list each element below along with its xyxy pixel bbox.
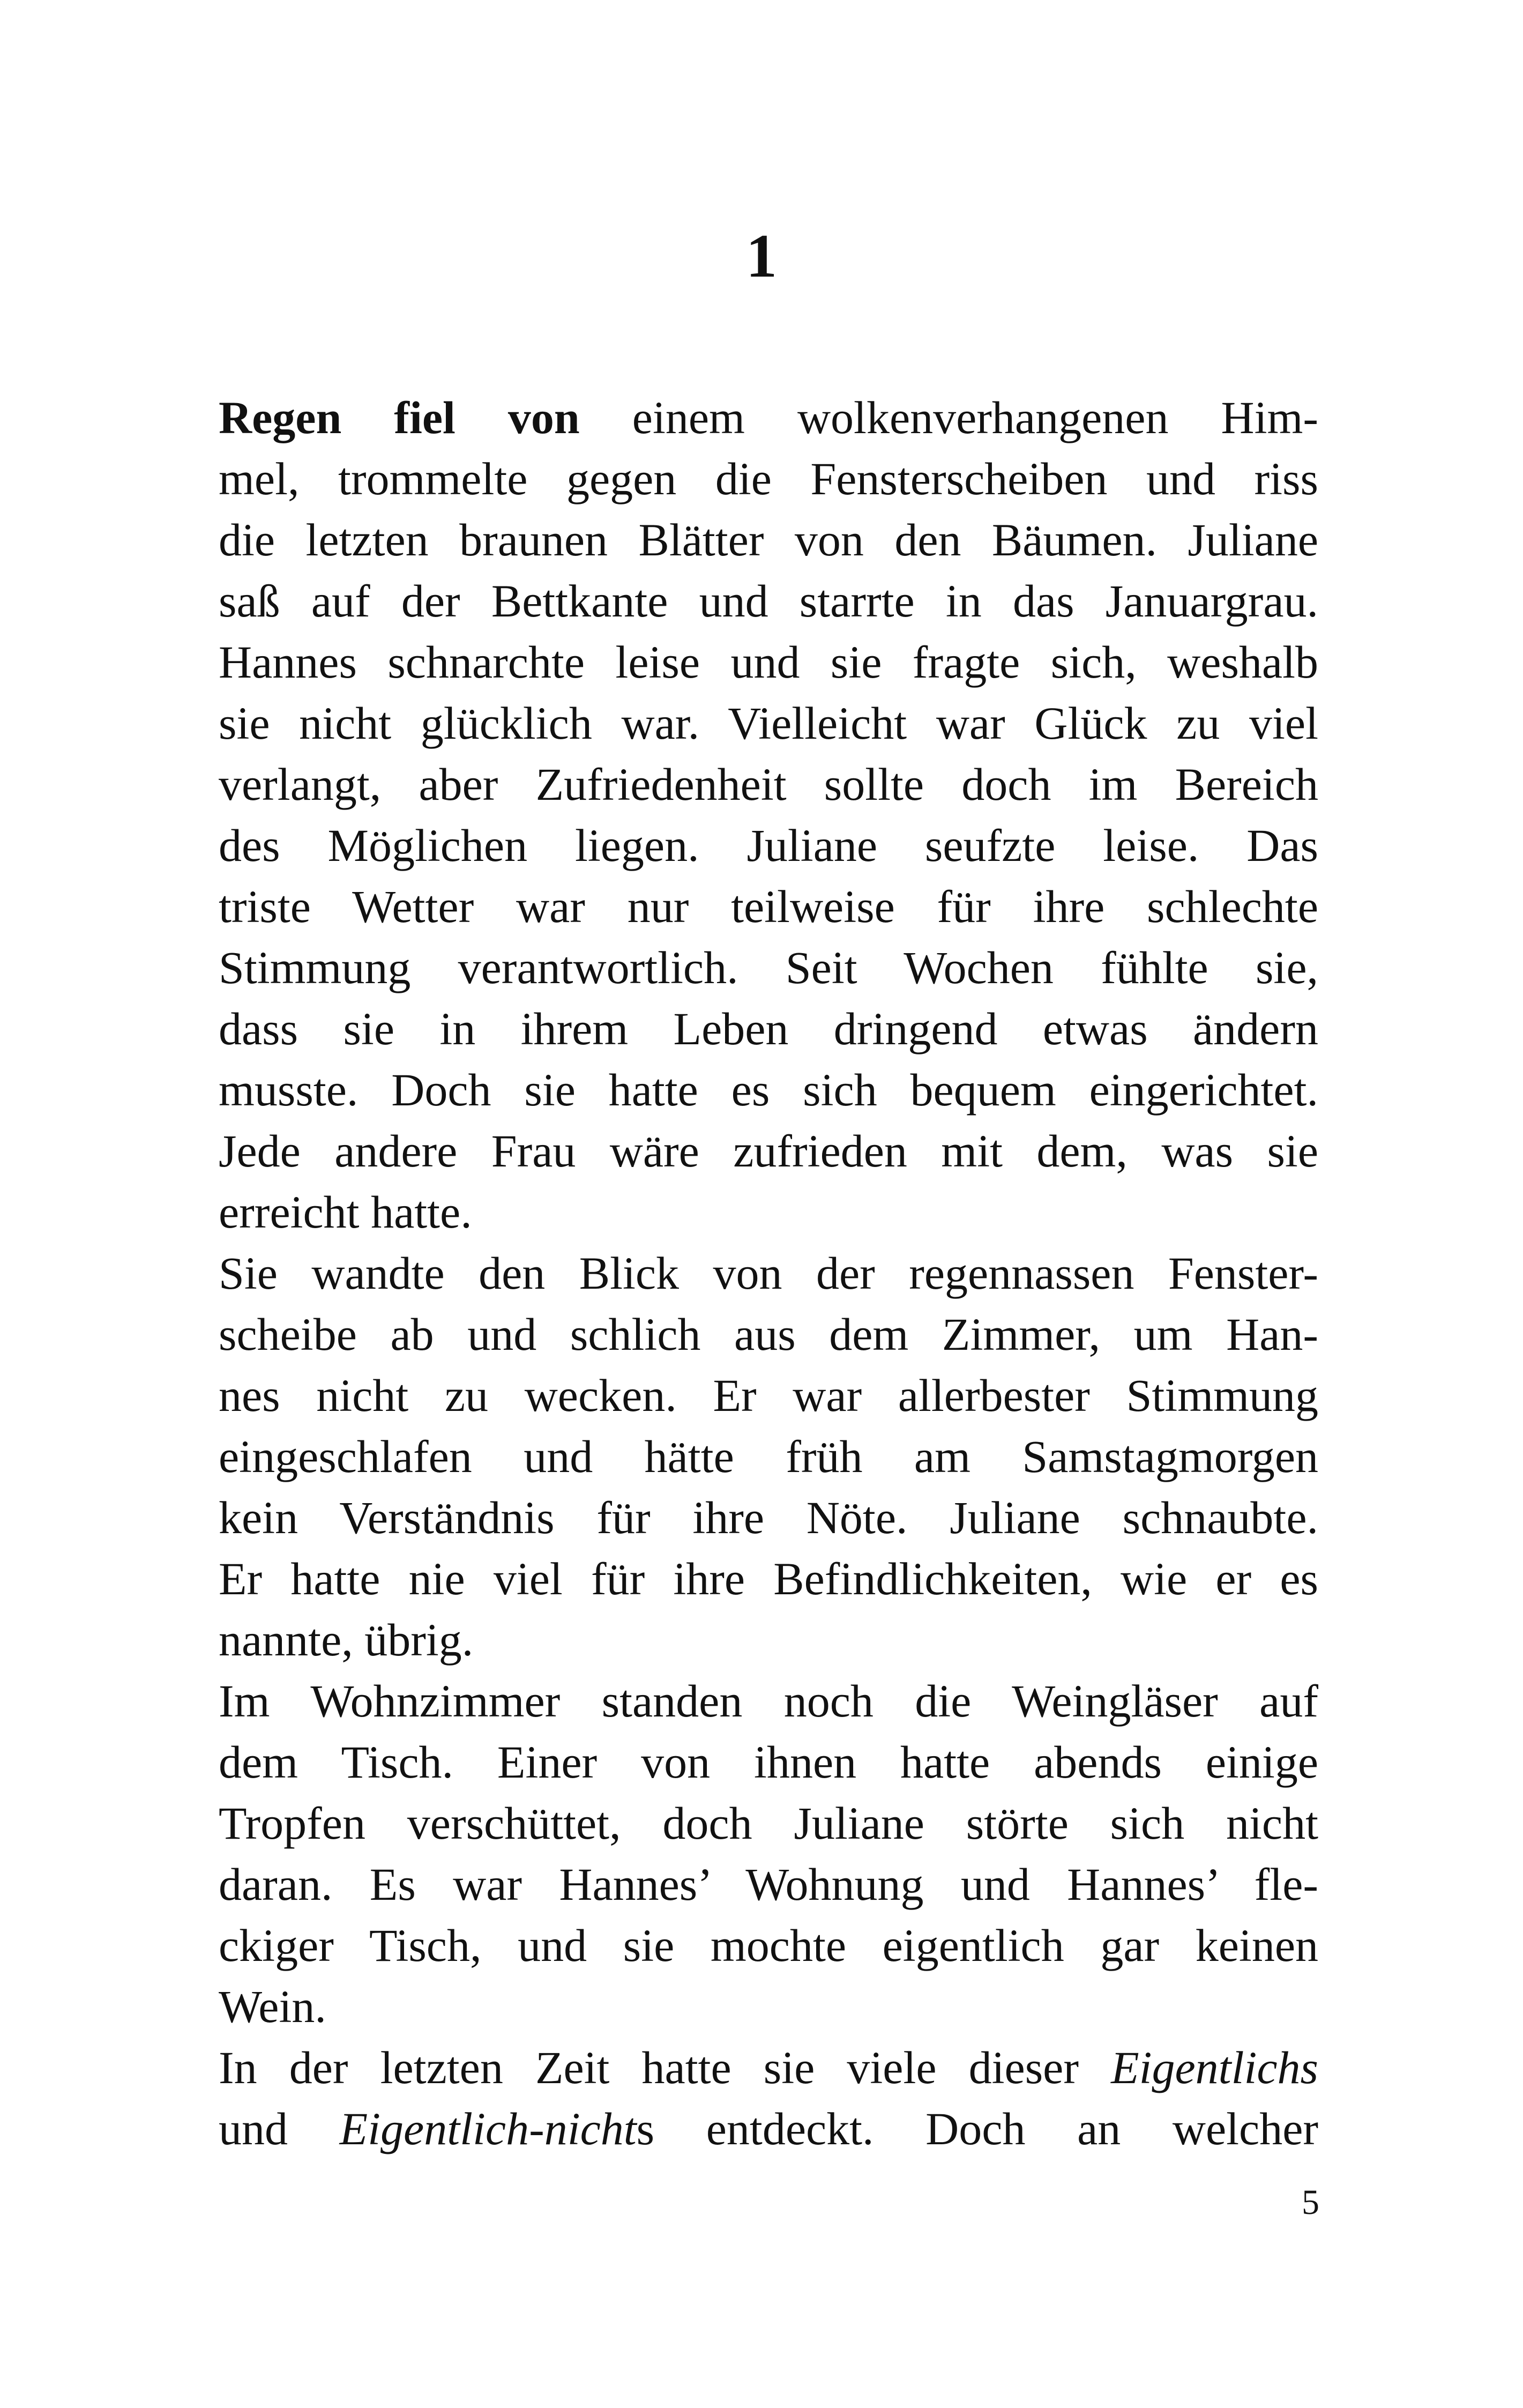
text-line: Jede andere Frau wäre zufrieden mit dem, was sie xyxy=(219,1125,1318,1177)
text-line: sie nicht glücklich war. Vielleicht war Glück zu viel xyxy=(219,697,1318,749)
chapter-body-text xyxy=(219,387,1318,2159)
italic-word: Eigentlich-nicht xyxy=(339,2103,637,2154)
text-line: Regen fiel von einem wolkenverhangenen Him- xyxy=(219,392,1319,443)
text-line: und Eigentlich-nichts entdeckt. Doch an welcher xyxy=(219,2103,1319,2154)
text-line: mel, trommelte gegen die Fensterscheiben und riss xyxy=(219,453,1318,504)
text-line: Sie wandte den Blick von der regennassen Fenster- xyxy=(219,1247,1318,1299)
text-line: Hannes schnarchte leise und sie fragte sich, weshalb xyxy=(219,636,1318,688)
text-line: Im Wohnzimmer standen noch die Weingläser auf xyxy=(219,1675,1318,1727)
text-line: daran. Es war Hannes’ Wohnung und Hannes’ fle- xyxy=(219,1859,1318,1910)
text-line: Wein. xyxy=(219,1981,326,2032)
text-line: dem Tisch. Einer von ihnen hatte abends einige xyxy=(219,1736,1318,1788)
italic-word: Eigentlichs xyxy=(1111,2042,1318,2093)
page-number: 5 xyxy=(1302,2183,1319,2222)
text-line: Er hatte nie viel für ihre Befindlichkeiten, wie er es xyxy=(219,1553,1318,1604)
text-line: musste. Doch sie hatte es sich bequem eingerichtet. xyxy=(219,1064,1318,1116)
text-line: erreicht hatte. xyxy=(219,1186,472,1238)
text-line: eingeschlafen und hätte früh am Samstagmorgen xyxy=(219,1431,1318,1482)
opening-words: Regen fiel von xyxy=(219,392,580,443)
text-line: In der letzten Zeit hatte sie viele dieser Eigentlichs xyxy=(219,2042,1318,2093)
text-line: saß auf der Bettkante und starrte in das Januargrau. xyxy=(219,575,1318,627)
text-line: kein Verständnis für ihre Nöte. Juliane schnaubte. xyxy=(219,1492,1318,1543)
text-line: dass sie in ihrem Leben dringend etwas ändern xyxy=(219,1003,1318,1054)
text-line: triste Wetter war nur teilweise für ihre schlechte xyxy=(219,881,1318,932)
text-line: Tropfen verschüttet, doch Juliane störte sich nicht xyxy=(219,1797,1318,1849)
text-line: des Möglichen liegen. Juliane seufzte leise. Das xyxy=(219,820,1318,871)
text-line: verlangt, aber Zufriedenheit sollte doch im Bereich xyxy=(219,759,1318,810)
text-line: scheibe ab und schlich aus dem Zimmer, um Han- xyxy=(219,1309,1318,1360)
text-line: nannte, übrig. xyxy=(219,1614,474,1666)
text-line: ckiger Tisch, und sie mochte eigentlich gar keinen xyxy=(219,1920,1318,1971)
text-line: Stimmung verantwortlich. Seit Wochen fühlte sie, xyxy=(219,942,1318,993)
chapter-number: 1 xyxy=(746,222,777,291)
text-line: die letzten braunen Blätter von den Bäumen. Juliane xyxy=(219,514,1318,566)
text-line: nes nicht zu wecken. Er war allerbester Stimmung xyxy=(219,1370,1318,1421)
